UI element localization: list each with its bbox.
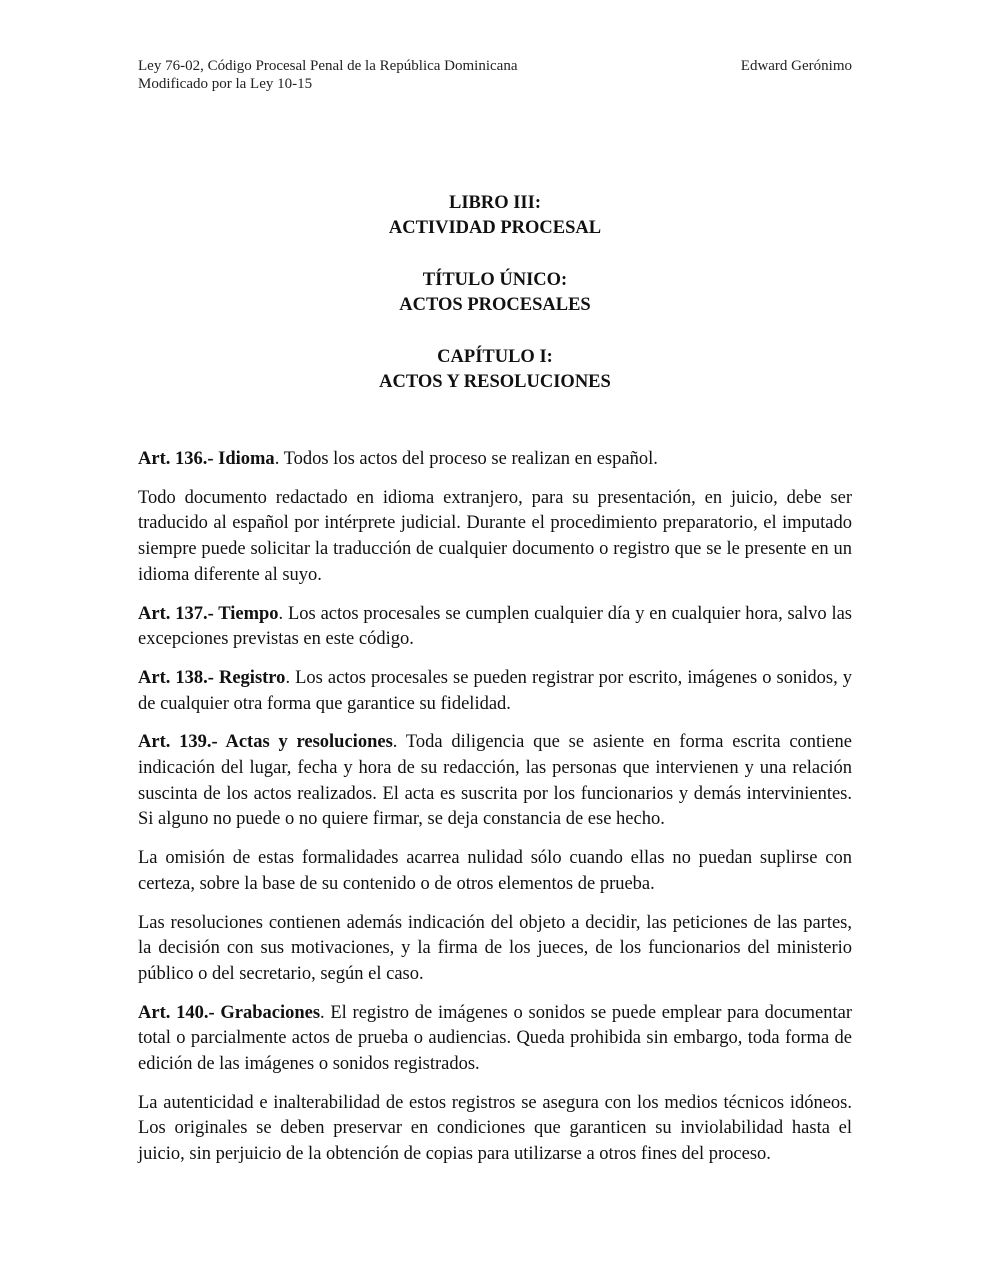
article-140-paragraph: La autenticidad e inalterabilidad de estos registros se asegura con los medios técnicos idóneos. Los originales se deben preservar en condiciones que garanticen su inviolabilidad hasta el juicio, sin perjuicio de la obtención de copias para utilizarse a otros fines del proceso. [138, 1092, 852, 1165]
article-140 [138, 1001, 852, 1078]
article-137 [138, 602, 852, 653]
article-139-paragraph: La omisión de estas formalidades acarrea nulidad sólo cuando ellas no puedan suplirse con certeza, sobre la base de su contenido o de otros elementos de prueba. [138, 848, 852, 894]
article-text: . El registro de imágenes o sonidos se puede emplear para documentar total o parcialmente actos de prueba o audiencias. Queda prohibida sin embargo, toda forma de edición de las imágenes o sonidos registrados. [138, 1002, 852, 1075]
titulo-heading [138, 268, 852, 318]
article-text: . Los actos procesales se pueden registrar por escrito, imágenes o sonidos, y de cualquier otra forma que garantice su fidelidad. [138, 667, 852, 714]
article-139-paragraph: Las resoluciones contienen además indicación del objeto a decidir, las peticiones de las partes, la decisión con sus motivaciones, y la firma de los jueces, de los funcionarios del ministerio público o del secretario, según el caso. [138, 912, 852, 984]
article-title: Art. 140.- Grabaciones [138, 1002, 321, 1023]
capitulo-name: ACTOS Y RESOLUCIONES [379, 372, 611, 392]
article-text: . Todos los actos del proceso se realizan en español. [274, 449, 658, 469]
article-136-paragraph: Todo documento redactado en idioma extranjero, para su presentación, en juicio, debe ser traducido al español por intérprete judicial. Durante el procedimiento preparatorio, el imputado siempre puede solicitar la traducción de cualquier documento o registro que se le presente en un idioma diferente al suyo. [138, 487, 852, 585]
document-body [138, 447, 852, 1181]
section-headings [138, 191, 852, 422]
header-author: Edward Gerónimo [740, 58, 852, 74]
article-text: . Toda diligencia que se asiente en forma escrita contiene indicación del lugar, fecha y hora de su redacción, las personas que intervienen y una relación suscinta de los actos realizados. El acta es suscrita por los funcionarios y demás intervinientes. Si alguno no puede o no quiere firmar, se deja constancia de ese hecho. [138, 732, 852, 830]
article-title: Art. 136.- Idioma [138, 449, 275, 469]
article-title: Art. 138.- Registro [138, 667, 286, 688]
libro-name: ACTIVIDAD PROCESAL [388, 218, 602, 238]
capitulo-heading [138, 345, 852, 395]
header-law-title: Ley 76-02, Código Procesal Penal de la República Dominicana [138, 58, 518, 74]
libro-heading [138, 191, 852, 241]
article-title: Art. 139.- Actas y resoluciones [138, 732, 393, 753]
titulo-number: TÍTULO ÚNICO: [422, 270, 568, 290]
titulo-name: ACTOS PROCESALES [399, 295, 591, 315]
libro-number: LIBRO III: [448, 193, 541, 213]
article-138 [138, 666, 852, 717]
article-139 [138, 730, 852, 833]
header-modification: Modificado por la Ley 10-15 [138, 76, 313, 92]
page-header [138, 57, 852, 93]
capitulo-number: CAPÍTULO I: [437, 347, 553, 367]
article-title: Art. 137.- Tiempo [138, 603, 279, 624]
article-text: . Los actos procesales se cumplen cualquier día y en cualquier hora, salvo las excepciones previstas en este código. [138, 603, 852, 650]
article-136 [138, 447, 852, 473]
